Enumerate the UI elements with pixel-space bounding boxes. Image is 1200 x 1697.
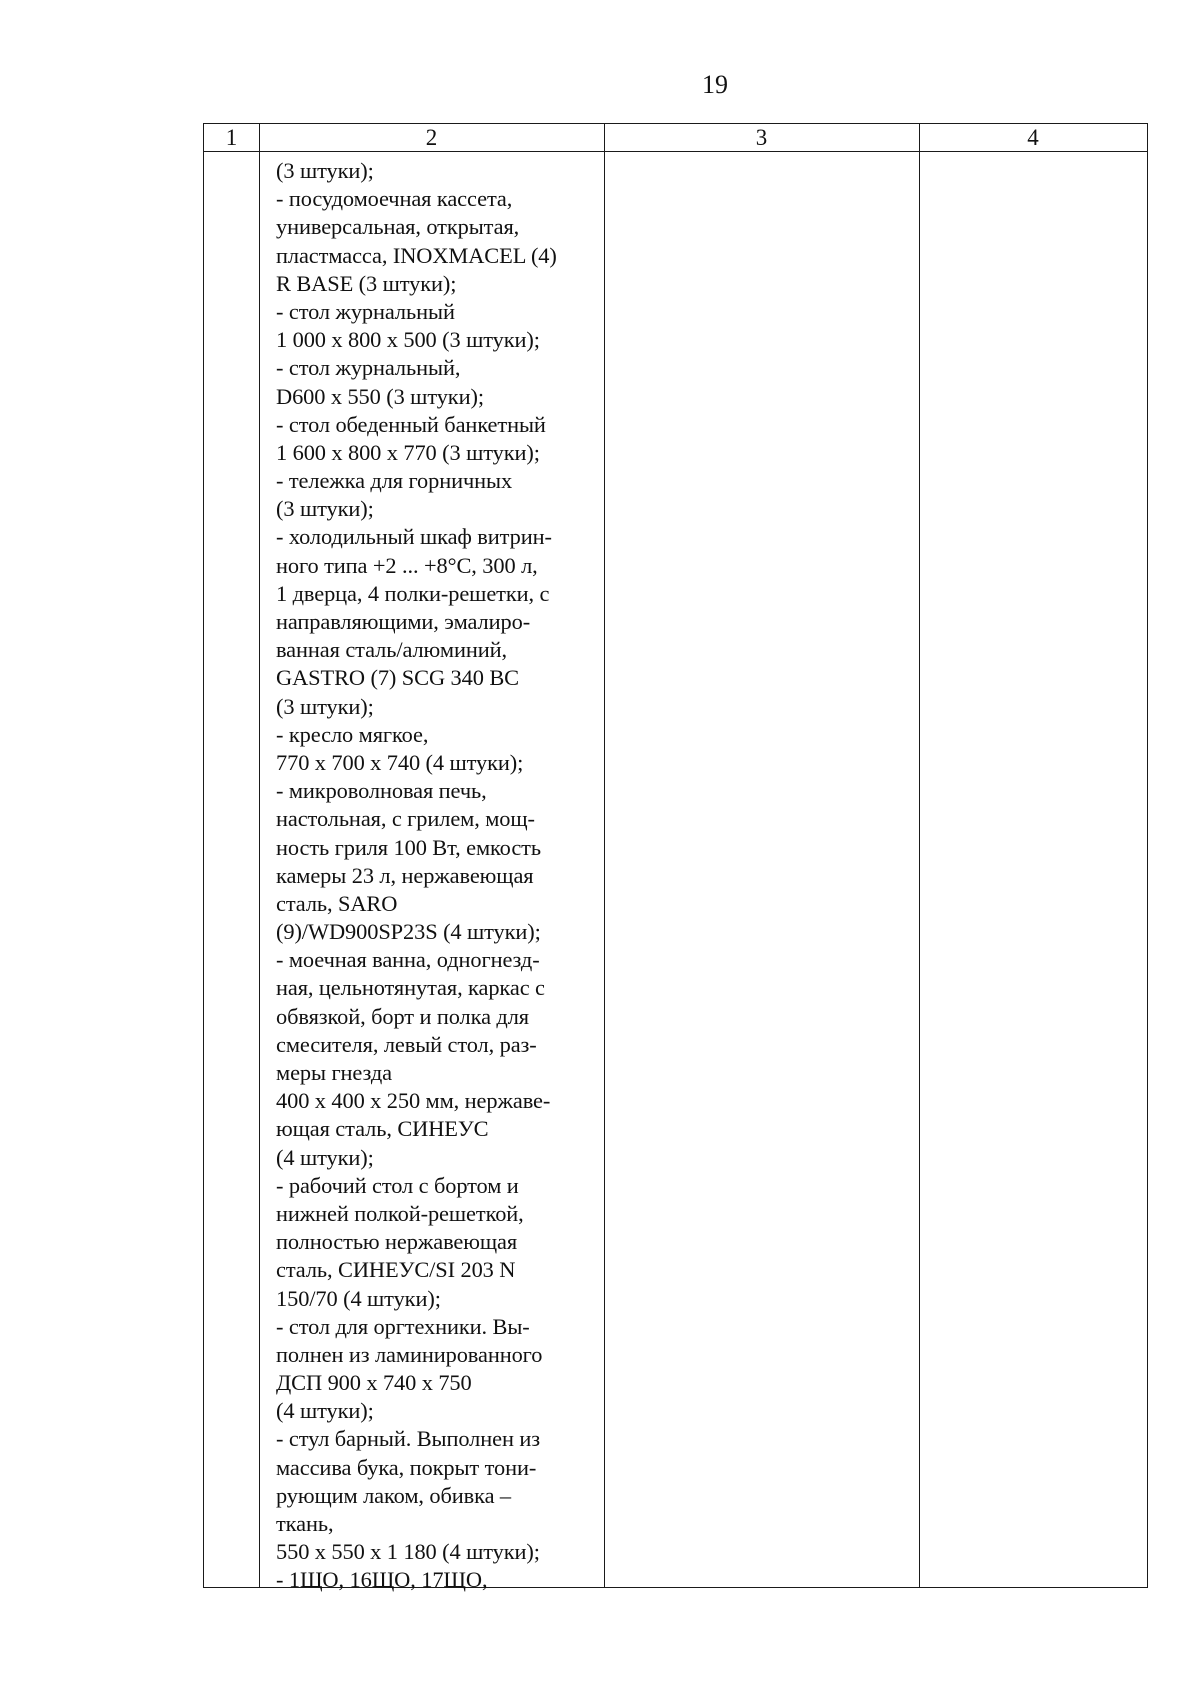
cell-text-line: - 1ЩО, 16ЩО, 17ЩО, <box>276 1567 488 1593</box>
cell-text-line: нижней полкой-решеткой, <box>276 1200 524 1226</box>
cell-text-line: 770 x 700 x 740 (4 штуки); <box>276 749 524 775</box>
cell-text-line: пластмасса, INOXMACEL (4) <box>276 242 557 268</box>
cell-text-line: - стол журнальный, <box>276 355 461 381</box>
cell-text-line: - тележка для горничных <box>276 468 513 494</box>
header-cell-3: 3 <box>755 125 768 150</box>
cell-text-line: (4 штуки); <box>276 1398 374 1424</box>
cell-text-line: (4 штуки); <box>276 1144 374 1170</box>
cell-text-line: (3 штуки); <box>276 158 374 183</box>
cell-text-line: полностью нержавеющая <box>276 1229 518 1255</box>
cell-text-line: (9)/WD900SP23S (4 штуки); <box>276 919 541 945</box>
cell-text-line: - моечная ванна, одногнезд- <box>276 947 540 973</box>
cell-text-line: камеры 23 л, нержавеющая <box>276 862 534 888</box>
cell-text-line: - микроволновая печь, <box>276 778 487 804</box>
cell-text-line: - кресло мягкое, <box>276 721 429 747</box>
header-cell-4: 4 <box>1027 125 1039 150</box>
cell-text-line: 1 000 x 800 x 500 (3 штуки); <box>276 327 540 353</box>
cell-text-line: сталь, SARO <box>276 890 398 916</box>
cell-text-line: D600 x 550 (3 штуки); <box>276 383 484 409</box>
cell-text-line: универсальная, открытая, <box>276 214 520 240</box>
cell-text-line: ткань, <box>276 1511 334 1536</box>
cell-text-line: (3 штуки); <box>276 693 374 719</box>
column-divider-3 <box>919 124 920 1587</box>
cell-text-line: рующим лаком, обивка – <box>276 1482 512 1508</box>
cell-text-line: 400 x 400 x 250 мм, нержаве- <box>276 1088 551 1114</box>
cell-text-line: ность гриля 100 Вт, емкость <box>276 834 541 860</box>
cell-text-line: настольная, с грилем, мощ- <box>276 806 535 832</box>
cell-text-line: - посудомоечная кассета, <box>276 186 513 212</box>
cell-text-line: 1 дверца, 4 полки-решетки, с <box>276 580 550 606</box>
cell-text-line: массива бука, покрыт тони- <box>276 1454 537 1480</box>
document-table <box>203 123 1148 1593</box>
cell-text-line: GASTRO (7) SCG 340 BC <box>276 665 519 691</box>
cell-text-line: полнен из ламинированного <box>276 1341 543 1367</box>
header-divider <box>204 151 1147 152</box>
cell-text-line: R BASE (3 штуки); <box>276 270 457 296</box>
header-cell-1: 1 <box>225 125 238 150</box>
cell-text-line: сталь, СИНЕУС/SI 203 N <box>276 1257 516 1283</box>
cell-text-line: обвязкой, борт и полка для <box>276 1003 529 1029</box>
cell-text-line: ДСП 900 x 740 x 750 <box>276 1370 472 1396</box>
cell-text-line: меры гнезда <box>276 1060 392 1085</box>
equipment-list-cell <box>276 157 596 1595</box>
cell-text-line: 550 x 550 x 1 180 (4 штуки); <box>276 1539 540 1565</box>
cell-text-line: ная, цельнотянутая, каркас с <box>276 975 545 1001</box>
cell-text-line: - стол журнальный <box>276 298 455 324</box>
cell-text-line: - холодильный шкаф витрин- <box>276 524 552 550</box>
cell-text-line: направляющими, эмалиро- <box>276 609 531 634</box>
cell-text-line: - стул барный. Выполнен из <box>276 1426 540 1452</box>
column-divider-1 <box>259 124 260 1587</box>
cell-text-line: - стол для оргтехники. Вы- <box>276 1313 530 1339</box>
cell-text-line: ванная сталь/алюминий, <box>276 637 507 663</box>
cell-text-line: смесителя, левый стол, раз- <box>276 1031 537 1057</box>
cell-text-line: (3 штуки); <box>276 496 374 522</box>
cell-text-line: - стол обеденный банкетный <box>276 411 546 437</box>
cell-text-line: 150/70 (4 штуки); <box>276 1285 441 1311</box>
page-number: 19 <box>702 70 728 99</box>
cell-text-line: ного типа +2 ... +8°C, 300 л, <box>276 552 538 578</box>
cell-text-line: - рабочий стол с бортом и <box>276 1172 519 1198</box>
cell-text-line: ющая сталь, СИНЕУС <box>276 1116 489 1142</box>
cell-text-line: 1 600 x 800 x 770 (3 штуки); <box>276 439 540 465</box>
header-cell-2: 2 <box>425 125 438 150</box>
column-divider-2 <box>604 124 605 1587</box>
